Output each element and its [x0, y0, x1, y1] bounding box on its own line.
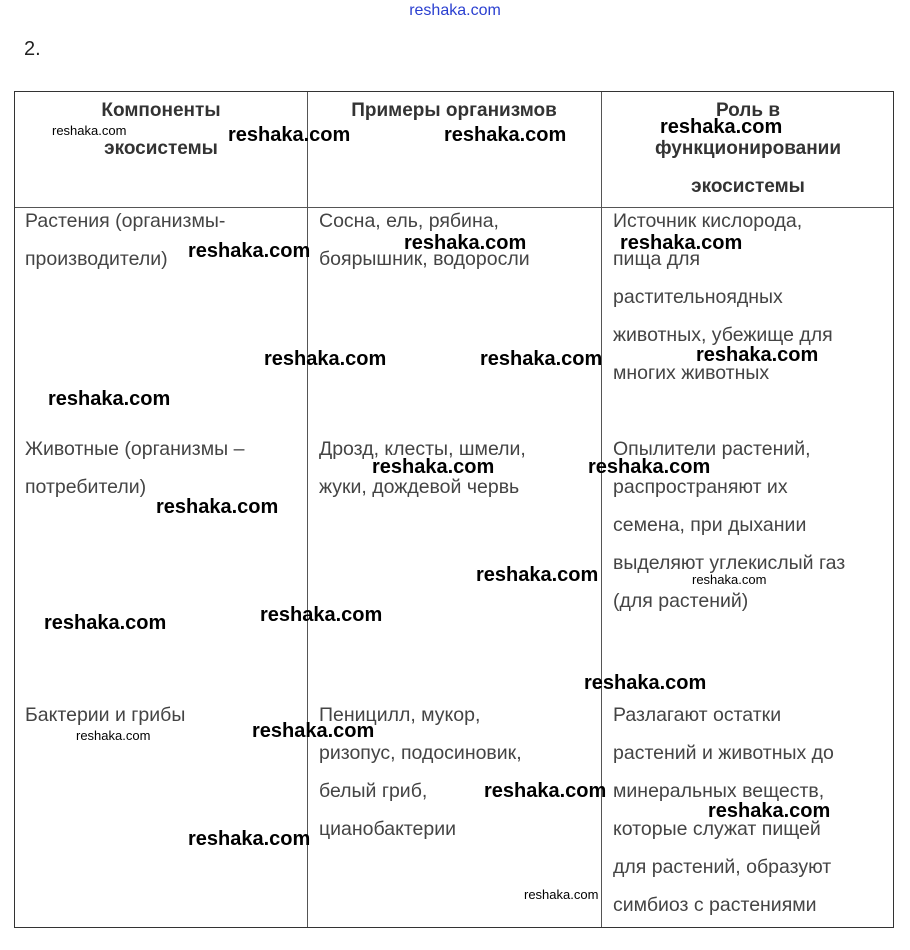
watermark: reshaka.com	[660, 116, 783, 138]
watermark: reshaka.com	[444, 124, 567, 146]
watermark: reshaka.com	[156, 496, 279, 518]
cell-examples: Дрозд, клесты, шмели, жуки, дождевой червь	[319, 438, 526, 498]
watermark: reshaka.com	[708, 800, 831, 822]
cell-component: Растения (организмы- производители)	[25, 210, 226, 270]
watermark: reshaka.com	[484, 780, 607, 802]
header-components: Компоненты экосистемы	[101, 100, 221, 159]
watermark: reshaka.com	[52, 123, 127, 138]
column-divider	[307, 92, 308, 927]
cell-role: Опылители растений, распространяют их семена, при дыхании выделяют углекислый газ (для растений)	[613, 438, 846, 612]
task-number: 2.	[24, 38, 41, 60]
watermark: reshaka.com	[692, 572, 767, 587]
watermark: reshaka.com	[76, 728, 151, 743]
watermark: reshaka.com	[48, 388, 171, 410]
cell-examples: Пеницилл, мукор, ризопус, подосиновик, белый гриб, цианобактерии	[319, 704, 522, 840]
header-role: Роль в функционировании экосистемы	[654, 100, 842, 197]
watermark: reshaka.com	[252, 720, 375, 742]
watermark: reshaka.com	[228, 124, 351, 146]
watermark: reshaka.com	[476, 564, 599, 586]
watermark: reshaka.com	[696, 344, 819, 366]
cell-role: Разлагают остатки растений и животных до минеральных веществ, которые служат пищей для растений, образуют симбиоз с растениями	[613, 704, 834, 916]
watermark: reshaka.com	[404, 232, 527, 254]
watermark: reshaka.com	[588, 456, 711, 478]
header-examples: Примеры организмов	[351, 100, 557, 121]
watermark: reshaka.com	[188, 240, 311, 262]
cell-component: Животные (организмы – потребители)	[25, 438, 245, 498]
watermark: reshaka.com	[480, 348, 603, 370]
watermark: reshaka.com	[620, 232, 743, 254]
watermark: reshaka.com	[264, 348, 387, 370]
watermark: reshaka.com	[260, 604, 383, 626]
watermark: reshaka.com	[524, 887, 599, 902]
cell-component: Бактерии и грибы	[25, 704, 186, 726]
cell-examples: Сосна, ель, рябина, боярышник, водоросли	[319, 210, 530, 270]
watermark: reshaka.com	[44, 612, 167, 634]
cell-role: Источник кислорода, пища для растительноядных животных, убежище для многих животных	[613, 210, 833, 384]
watermark: reshaka.com	[584, 672, 707, 694]
site-header[interactable]: reshaka.com	[409, 2, 501, 19]
watermark: reshaka.com	[188, 828, 311, 850]
watermark: reshaka.com	[372, 456, 495, 478]
